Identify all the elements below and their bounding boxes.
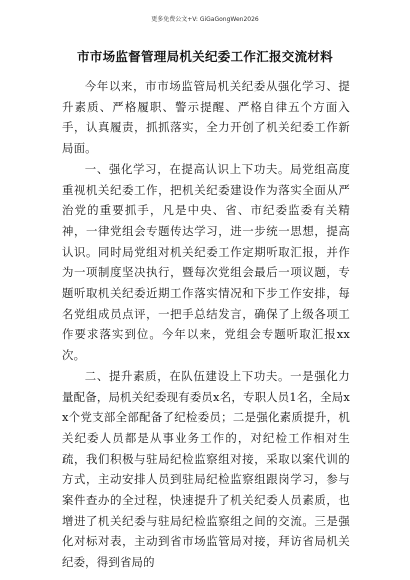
document-body	[62, 76, 350, 573]
paragraph-section-2: 二、提升素质，在队伍建设上下功夫。一是强化力量配备，局机关纪委现有委员x名，专职人员1名，全局xx个党支部全部配备了纪检委员；二是强化素质提升，机关纪委人员都是从事业务工作的，对纪检工作相对生疏，我们积极与驻局纪检监察组对接，采取以案代训的方式，主动安排人员到驻局纪检监察组跟岗学习，参与案件查办的全过程，快速提升了机关纪委人员素质，也增进了机关纪委与驻局纪检监察组之间的交流。三是强化对标对表，主动到省市场监管局对接，拜访省局机关纪委，得到省局的	[62, 368, 350, 570]
paragraph-intro: 今年以来，市市场监管局机关纪委从强化学习、提升素质、严格履职、警示提醒、严格自律五个方面入手，认真履责，抓抓落实，全力开创了机关纪委工作新局面。	[62, 79, 350, 156]
header-note: 更多免费公文+V: GiGaGongWen2026	[151, 16, 259, 23]
document-title: 市市场监督管理局机关纪委工作汇报交流材料	[76, 49, 333, 64]
paragraph-section-1: 一、强化学习，在提高认识上下功夫。局党组高度重视机关纪委工作，把机关纪委建设作为落实全面从严治党的重要抓手，凡是中央、省、市纪委监委有关精神，一律党组会专题传达学习，进一步统一思想，提高认识。同时局党组对机关纪委工作定期听取汇报，并作为一项制度坚决执行，暨每次党组会最后一项议题，专题听取机关纪委近期工作落实情况和下步工作安排，每名党组成员点评，一把手总结发言，确保了上级各项工作要求落实到位。今年以来，党组会专题听取汇报xx次。	[62, 161, 350, 363]
